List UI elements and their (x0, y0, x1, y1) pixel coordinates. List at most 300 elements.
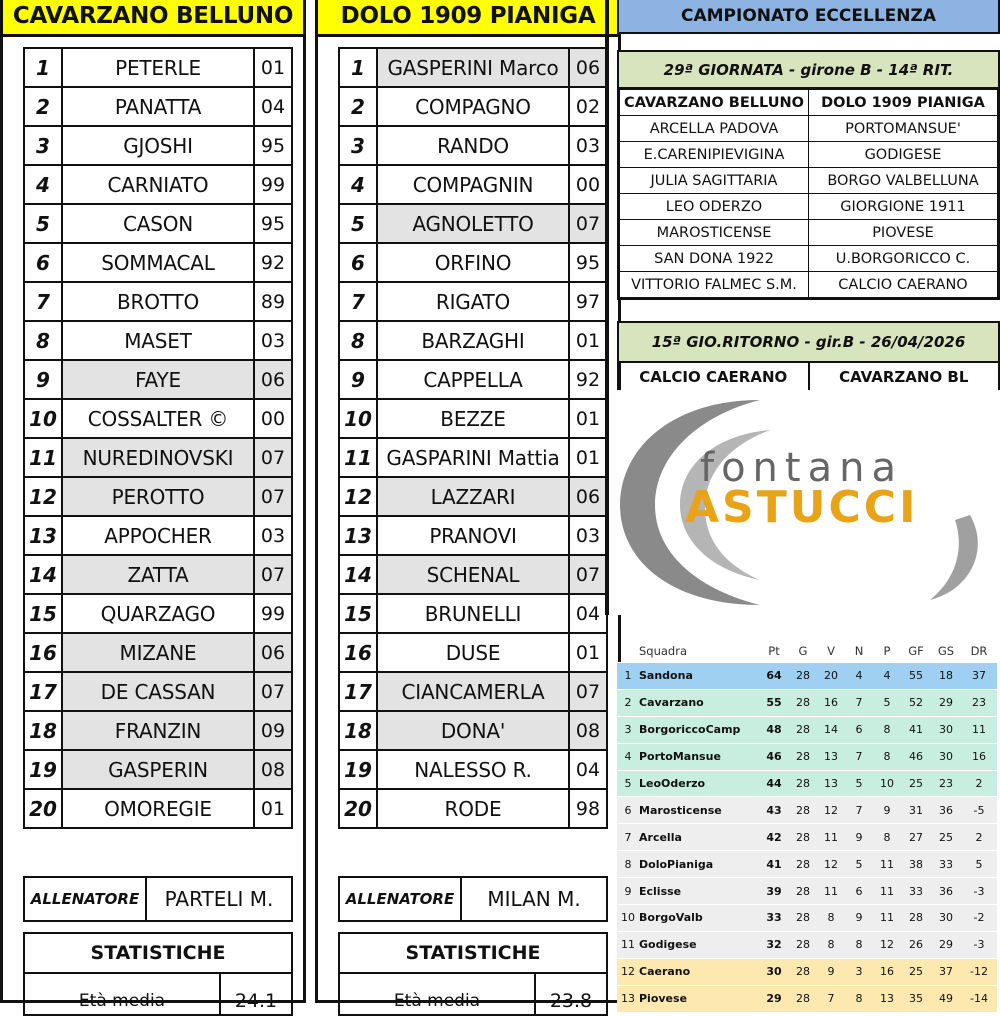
player-name: GASPERINI Marco (377, 48, 569, 87)
standings-team: BorgoriccoCamp (639, 716, 759, 743)
player-row (339, 477, 607, 516)
player-row (24, 282, 292, 321)
player-row (24, 555, 292, 594)
fixture-away-team: GIORGIONE 1911 (809, 194, 998, 220)
fixture-away-team: BORGO VALBELLUNA (809, 168, 998, 194)
standings-p: 11 (873, 851, 901, 878)
fixture-away-team: PIOVESE (809, 220, 998, 246)
player-year: 89 (254, 282, 292, 321)
player-number: 10 (339, 399, 377, 438)
standings-pos: 11 (617, 931, 639, 958)
standings-pos: 13 (617, 985, 639, 1012)
standings-n: 6 (845, 878, 873, 905)
standings-v: 12 (817, 797, 845, 824)
standings-v: 12 (817, 851, 845, 878)
standings-header-cell: GF (901, 640, 931, 663)
standings-n: 3 (845, 958, 873, 985)
age-label: Età media (25, 974, 221, 1014)
player-row (24, 360, 292, 399)
player-year: 92 (569, 360, 607, 399)
player-number: 15 (24, 594, 62, 633)
standings-p: 11 (873, 878, 901, 905)
fixture-row (620, 220, 998, 246)
player-number: 17 (339, 672, 377, 711)
standings-header-cell: G (789, 640, 817, 663)
player-name: PRANOVI (377, 516, 569, 555)
standings-g: 28 (789, 663, 817, 690)
player-name: CASON (62, 204, 254, 243)
standings-v: 11 (817, 824, 845, 851)
standings-gs: 29 (931, 689, 961, 716)
fixture-row (620, 116, 998, 142)
player-row (24, 516, 292, 555)
standings-dr: -5 (961, 797, 997, 824)
player-number: 18 (339, 711, 377, 750)
standings-row (617, 985, 997, 1012)
player-year: 03 (569, 516, 607, 555)
standings-pos: 6 (617, 797, 639, 824)
standings-pt: 48 (759, 716, 789, 743)
team-panel-dolo (315, 0, 621, 1012)
stats-title: STATISTICHE (340, 934, 606, 974)
player-row (24, 438, 292, 477)
standings-gs: 29 (931, 931, 961, 958)
player-year: 00 (569, 165, 607, 204)
standings-pos: 12 (617, 958, 639, 985)
standings-gf: 25 (901, 770, 931, 797)
standings-header-cell: P (873, 640, 901, 663)
matchday-box (617, 50, 1000, 300)
sponsor-logo (610, 390, 1000, 615)
standings-header-cell: DR (961, 640, 997, 663)
player-row (24, 594, 292, 633)
standings-header-cell (617, 640, 639, 663)
standings-p: 5 (873, 689, 901, 716)
player-year: 07 (254, 672, 292, 711)
standings-gf: 26 (901, 931, 931, 958)
player-row (339, 48, 607, 87)
standings-gf: 41 (901, 716, 931, 743)
player-name: OMOREGIE (62, 789, 254, 828)
standings-n: 7 (845, 689, 873, 716)
player-name: MASET (62, 321, 254, 360)
player-year: 08 (569, 711, 607, 750)
standings-dr: 5 (961, 851, 997, 878)
standings-gf: 27 (901, 824, 931, 851)
player-list (23, 47, 293, 829)
player-name: GJOSHI (62, 126, 254, 165)
standings-g: 28 (789, 851, 817, 878)
fixture-row (620, 142, 998, 168)
player-name: BROTTO (62, 282, 254, 321)
standings-g: 28 (789, 716, 817, 743)
player-year: 01 (569, 399, 607, 438)
fixture-away-team: PORTOMANSUE' (809, 116, 998, 142)
standings-v: 11 (817, 878, 845, 905)
player-name: NALESSO R. (377, 750, 569, 789)
standings-p: 4 (873, 663, 901, 690)
fixture-home-team: LEO ODERZO (620, 194, 809, 220)
player-number: 3 (24, 126, 62, 165)
player-year: 02 (569, 87, 607, 126)
player-row (24, 789, 292, 828)
player-year: 07 (254, 438, 292, 477)
player-number: 1 (339, 48, 377, 87)
standings-pos: 2 (617, 689, 639, 716)
player-row (24, 750, 292, 789)
player-number: 5 (339, 204, 377, 243)
standings-gs: 18 (931, 663, 961, 690)
standings-g: 28 (789, 824, 817, 851)
player-row (339, 633, 607, 672)
standings-header-cell: GS (931, 640, 961, 663)
player-row (24, 672, 292, 711)
player-year: 07 (569, 204, 607, 243)
player-number: 10 (24, 399, 62, 438)
next-away-team: CAVARZANO BL (839, 368, 969, 386)
standings-g: 28 (789, 958, 817, 985)
standings-header-cell: V (817, 640, 845, 663)
player-year: 97 (569, 282, 607, 321)
player-row (339, 360, 607, 399)
player-year: 95 (254, 204, 292, 243)
player-row (339, 555, 607, 594)
standings-team: Sandona (639, 663, 759, 690)
player-name: CARNIATO (62, 165, 254, 204)
player-number: 11 (339, 438, 377, 477)
player-number: 12 (24, 477, 62, 516)
standings-gf: 55 (901, 663, 931, 690)
player-row (339, 711, 607, 750)
standings-g: 28 (789, 985, 817, 1012)
fixture-home-team: ARCELLA PADOVA (620, 116, 809, 142)
standings-gf: 38 (901, 851, 931, 878)
player-row (339, 204, 607, 243)
player-name: BEZZE (377, 399, 569, 438)
player-name: PEROTTO (62, 477, 254, 516)
player-year: 01 (254, 789, 292, 828)
standings-gs: 37 (931, 958, 961, 985)
standings-v: 8 (817, 905, 845, 932)
next-match-box (617, 321, 1000, 393)
standings-pt: 32 (759, 931, 789, 958)
standings-pt: 64 (759, 663, 789, 690)
championship-title: CAMPIONATO ECCELLENZA (617, 0, 1000, 34)
player-name: PANATTA (62, 87, 254, 126)
standings-row (617, 878, 997, 905)
player-row (24, 633, 292, 672)
fixture-home-team: SAN DONA 1922 (620, 246, 809, 272)
player-number: 15 (339, 594, 377, 633)
standings-n: 8 (845, 931, 873, 958)
player-number: 4 (339, 165, 377, 204)
player-year: 06 (569, 48, 607, 87)
player-number: 20 (24, 789, 62, 828)
player-number: 2 (24, 87, 62, 126)
player-row (339, 750, 607, 789)
player-row (339, 87, 607, 126)
standings-n: 6 (845, 716, 873, 743)
standings-pt: 29 (759, 985, 789, 1012)
standings-team: Eclisse (639, 878, 759, 905)
standings-gf: 31 (901, 797, 931, 824)
standings-v: 16 (817, 689, 845, 716)
standings-p: 9 (873, 797, 901, 824)
player-row (24, 165, 292, 204)
standings-gf: 33 (901, 878, 931, 905)
fixture-home-team: CAVARZANO BELLUNO (620, 90, 809, 116)
player-row (339, 282, 607, 321)
standings-team: LeoOderzo (639, 770, 759, 797)
player-number: 16 (339, 633, 377, 672)
player-name: PETERLE (62, 48, 254, 87)
standings-v: 14 (817, 716, 845, 743)
player-row (24, 204, 292, 243)
matchday-title: 29ª GIORNATA - girone B - 14ª RIT. (619, 52, 998, 89)
standings-p: 8 (873, 716, 901, 743)
player-number: 4 (24, 165, 62, 204)
player-row (339, 321, 607, 360)
coach-label: ALLENATORE (25, 878, 147, 920)
player-name: GASPERIN (62, 750, 254, 789)
player-row (24, 126, 292, 165)
player-year: 04 (569, 750, 607, 789)
player-name: ORFINO (377, 243, 569, 282)
player-row (339, 243, 607, 282)
player-name: APPOCHER (62, 516, 254, 555)
team-header: DOLO 1909 PIANIGA (318, 0, 618, 37)
player-year: 07 (569, 672, 607, 711)
player-number: 6 (339, 243, 377, 282)
player-year: 06 (254, 360, 292, 399)
standings-g: 28 (789, 905, 817, 932)
player-number: 8 (339, 321, 377, 360)
standings-pos: 7 (617, 824, 639, 851)
standings-team: Caerano (639, 958, 759, 985)
fixture-home-team: VITTORIO FALMEC S.M. (620, 272, 809, 298)
standings-row (617, 770, 997, 797)
player-name: BRUNELLI (377, 594, 569, 633)
player-year: 08 (254, 750, 292, 789)
player-row (339, 126, 607, 165)
standings-team: Cavarzano (639, 689, 759, 716)
coach-box (338, 876, 608, 922)
standings-v: 20 (817, 663, 845, 690)
standings-dr: -3 (961, 878, 997, 905)
standings-gs: 33 (931, 851, 961, 878)
player-name: CAPPELLA (377, 360, 569, 399)
fixture-row (620, 246, 998, 272)
standings-row (617, 851, 997, 878)
standings-header-cell: Pt (759, 640, 789, 663)
standings-pt: 43 (759, 797, 789, 824)
coach-label: ALLENATORE (340, 878, 462, 920)
coach-name: PARTELI M. (164, 887, 274, 911)
fixtures-table (619, 89, 998, 298)
standings-row (617, 797, 997, 824)
player-number: 7 (24, 282, 62, 321)
player-number: 14 (339, 555, 377, 594)
stats-box (338, 932, 608, 1016)
standings-dr: -14 (961, 985, 997, 1012)
standings-team: BorgoValb (639, 905, 759, 932)
player-name: COMPAGNIN (377, 165, 569, 204)
player-year: 95 (569, 243, 607, 282)
player-name: RANDO (377, 126, 569, 165)
standings-dr: -3 (961, 931, 997, 958)
player-name: RODE (377, 789, 569, 828)
player-name: DONA' (377, 711, 569, 750)
stats-title: STATISTICHE (25, 934, 291, 974)
standings-pos: 9 (617, 878, 639, 905)
sponsor-name-line1: fontana (700, 445, 903, 491)
standings-dr: 11 (961, 716, 997, 743)
player-year: 92 (254, 243, 292, 282)
player-name: ZATTA (62, 555, 254, 594)
standings-dr: -2 (961, 905, 997, 932)
standings-g: 28 (789, 689, 817, 716)
standings-team: Godigese (639, 931, 759, 958)
standings-p: 16 (873, 958, 901, 985)
standings-gf: 46 (901, 743, 931, 770)
player-name: AGNOLETTO (377, 204, 569, 243)
player-number: 18 (24, 711, 62, 750)
player-number: 11 (24, 438, 62, 477)
player-year: 01 (569, 438, 607, 477)
player-year: 01 (569, 633, 607, 672)
player-name: GASPARINI Mattia (377, 438, 569, 477)
team-panel-cavarzano (0, 0, 306, 1012)
next-match-title: 15ª GIO.RITORNO - gir.B - 26/04/2026 (619, 323, 998, 363)
player-number: 19 (24, 750, 62, 789)
fixture-home-team: E.CARENIPIEVIGINA (620, 142, 809, 168)
player-row (339, 789, 607, 828)
standings-v: 13 (817, 770, 845, 797)
player-number: 7 (339, 282, 377, 321)
standings-gs: 30 (931, 905, 961, 932)
standings-gs: 36 (931, 797, 961, 824)
player-row (24, 48, 292, 87)
standings-v: 7 (817, 985, 845, 1012)
standings-pt: 44 (759, 770, 789, 797)
player-row (24, 477, 292, 516)
standings-row (617, 663, 997, 690)
standings-g: 28 (789, 797, 817, 824)
fixture-away-team: CALCIO CAERANO (809, 272, 998, 298)
divider (605, 0, 609, 615)
player-number: 20 (339, 789, 377, 828)
age-value: 24.1 (234, 990, 278, 1012)
player-year: 03 (569, 126, 607, 165)
standings-header-cell: N (845, 640, 873, 663)
player-name: MIZANE (62, 633, 254, 672)
standings-row (617, 931, 997, 958)
standings-dr: 2 (961, 770, 997, 797)
player-row (339, 438, 607, 477)
sponsor-name-line2: ASTUCCI (685, 482, 919, 533)
standings-n: 8 (845, 985, 873, 1012)
standings-team: Piovese (639, 985, 759, 1012)
standings-header-row (617, 640, 997, 663)
standings-n: 9 (845, 824, 873, 851)
standings-row (617, 689, 997, 716)
player-name: FRANZIN (62, 711, 254, 750)
standings-pt: 46 (759, 743, 789, 770)
player-row (24, 399, 292, 438)
player-number: 16 (24, 633, 62, 672)
coach-name: MILAN M. (487, 887, 581, 911)
standings-pt: 39 (759, 878, 789, 905)
standings-p: 13 (873, 985, 901, 1012)
standings-header-cell: Squadra (639, 640, 759, 663)
player-year: 06 (254, 633, 292, 672)
fixture-home-team: MAROSTICENSE (620, 220, 809, 246)
standings-v: 9 (817, 958, 845, 985)
player-number: 8 (24, 321, 62, 360)
standings-p: 10 (873, 770, 901, 797)
player-year: 95 (254, 126, 292, 165)
fixture-home-team: JULIA SAGITTARIA (620, 168, 809, 194)
player-number: 14 (24, 555, 62, 594)
player-number: 2 (339, 87, 377, 126)
player-row (339, 165, 607, 204)
age-value: 23.8 (549, 990, 593, 1012)
player-number: 9 (339, 360, 377, 399)
player-name: LAZZARI (377, 477, 569, 516)
player-row (24, 321, 292, 360)
standings-p: 8 (873, 743, 901, 770)
standings-g: 28 (789, 770, 817, 797)
player-year: 98 (569, 789, 607, 828)
player-number: 3 (339, 126, 377, 165)
standings-n: 4 (845, 663, 873, 690)
player-year: 03 (254, 516, 292, 555)
standings-pos: 3 (617, 716, 639, 743)
player-name: FAYE (62, 360, 254, 399)
fixture-row (620, 194, 998, 220)
player-row (24, 243, 292, 282)
player-name: COSSALTER © (62, 399, 254, 438)
player-number: 19 (339, 750, 377, 789)
standings-row (617, 716, 997, 743)
standings-gs: 23 (931, 770, 961, 797)
standings-gs: 49 (931, 985, 961, 1012)
player-row (339, 516, 607, 555)
player-year: 04 (254, 87, 292, 126)
standings-gs: 30 (931, 743, 961, 770)
standings-g: 28 (789, 878, 817, 905)
standings-gf: 35 (901, 985, 931, 1012)
standings-team: PortoMansue (639, 743, 759, 770)
standings-n: 5 (845, 770, 873, 797)
player-row (339, 594, 607, 633)
player-name: SCHENAL (377, 555, 569, 594)
player-number: 13 (24, 516, 62, 555)
player-year: 07 (569, 555, 607, 594)
standings-p: 8 (873, 824, 901, 851)
player-name: COMPAGNO (377, 87, 569, 126)
standings-row (617, 824, 997, 851)
standings-pt: 33 (759, 905, 789, 932)
player-row (339, 399, 607, 438)
standings-pos: 4 (617, 743, 639, 770)
player-year: 01 (254, 48, 292, 87)
player-number: 5 (24, 204, 62, 243)
player-year: 09 (254, 711, 292, 750)
standings-row (617, 905, 997, 932)
player-number: 12 (339, 477, 377, 516)
player-year: 01 (569, 321, 607, 360)
